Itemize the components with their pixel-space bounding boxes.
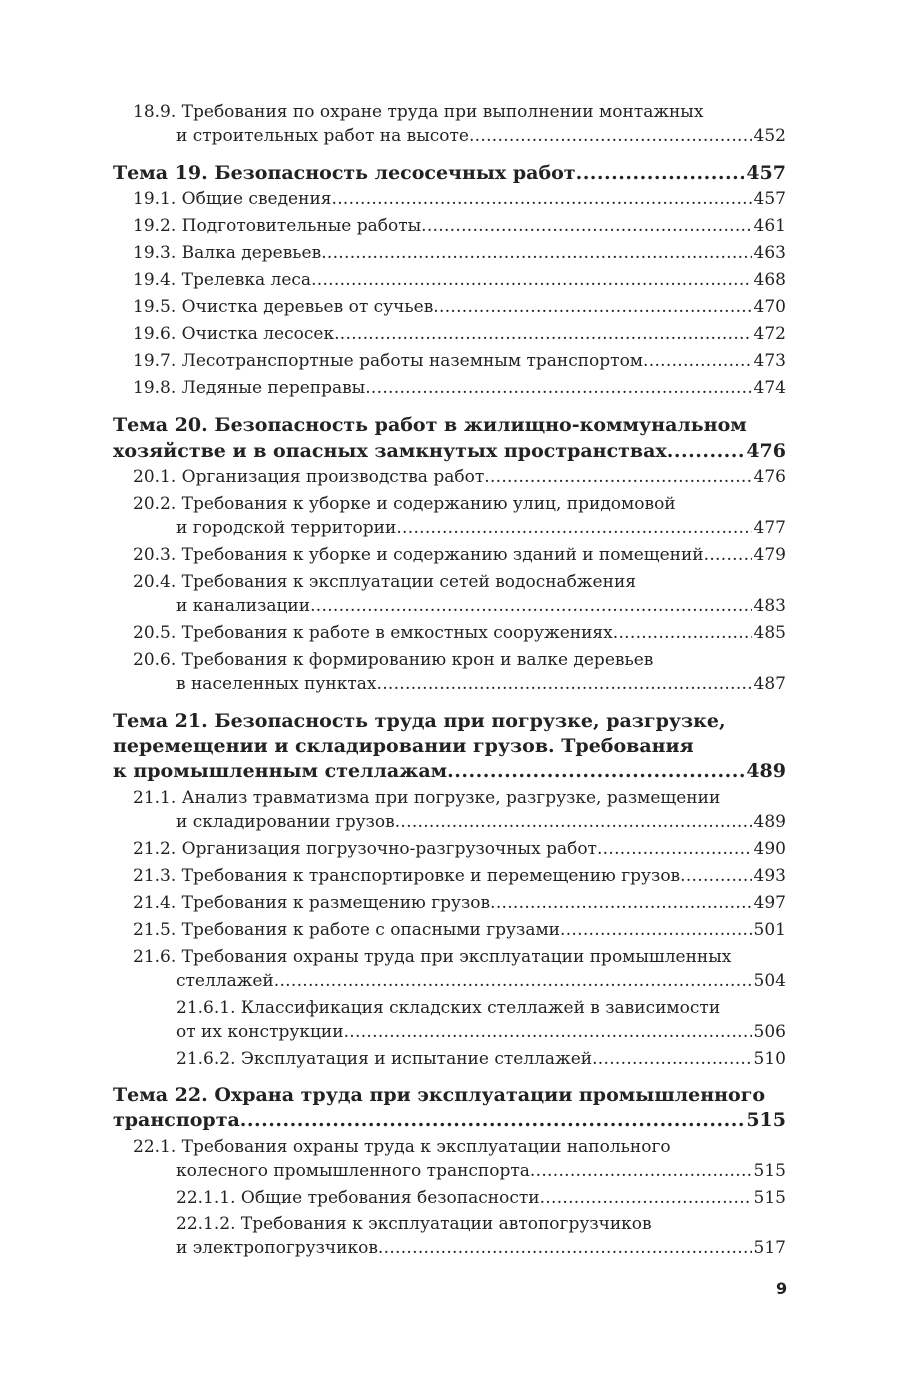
toc-page-number: 479: [753, 545, 786, 565]
toc-theme-title: транспорта: [113, 1109, 240, 1131]
toc-page-number: 473: [753, 351, 786, 371]
toc-entry: [133, 866, 786, 886]
toc-entry-text: 21.6.1. Классификация складских стеллажей в зависимости: [176, 998, 721, 1018]
toc-page-number: 497: [753, 893, 786, 913]
toc-entry-title: 20.1. Организация производства работ: [133, 467, 485, 487]
toc-entry: [176, 1238, 786, 1258]
toc-entry-title: 19.1. Общие сведения: [133, 189, 332, 209]
toc-page-number: 457: [753, 189, 786, 209]
toc-page-number: 476: [753, 467, 786, 487]
toc-page-number: 515: [753, 1188, 786, 1208]
toc-page-number: 489: [753, 812, 786, 832]
toc-entry-title: и городской территории: [176, 518, 397, 538]
toc-theme-title: перемещении и складировании грузов. Требования: [113, 735, 694, 757]
toc-page-number: 461: [753, 216, 786, 236]
toc-entry-text: 22.1. Требования охраны труда к эксплуатации напольного: [133, 1137, 671, 1157]
toc-page-number: 504: [753, 971, 786, 991]
toc-entry-text: 22.1.2. Требования к эксплуатации автопогрузчиков: [176, 1214, 652, 1234]
toc-page-number: 477: [753, 518, 786, 538]
toc-entry-title: 20.3. Требования к уборке и содержанию зданий и помещений: [133, 545, 704, 565]
toc-page-number: 472: [753, 324, 786, 344]
toc-entry-text: 18.9. Требования по охране труда при выполнении монтажных: [133, 102, 704, 122]
toc-entry-text: 20.4. Требования к эксплуатации сетей водоснабжения: [133, 572, 637, 592]
toc-theme-title: хозяйстве и в опасных замкнутых пространствах: [113, 440, 667, 462]
toc-entry: [133, 297, 786, 317]
toc-page-number: 463: [753, 243, 786, 263]
toc-entry: [176, 971, 786, 991]
toc-page-number: 468: [753, 270, 786, 290]
toc-page-number: 501: [753, 920, 786, 940]
toc-entry: [133, 623, 786, 643]
toc-entry-title: и электропогрузчиков: [176, 1238, 378, 1258]
toc-theme-entry: [113, 1109, 786, 1131]
toc-entry: [133, 189, 786, 209]
toc-theme-title: Тема 22. Охрана труда при эксплуатации промышленного: [113, 1084, 766, 1106]
toc-page-number: 515: [753, 1161, 786, 1181]
toc-page-number: 487: [753, 674, 786, 694]
toc-entry-title: 21.5. Требования к работе с опасными грузами: [133, 920, 561, 940]
toc-page-number: 517: [753, 1238, 786, 1258]
toc-theme-entry: [113, 440, 786, 462]
toc-entry-title: 21.3. Требования к транспортировке и перемещению грузов: [133, 866, 681, 886]
toc-entry-title: 19.5. Очистка деревьев от сучьев: [133, 297, 434, 317]
toc-entry: [133, 839, 786, 859]
toc-entry-title: колесного промышленного транспорта: [176, 1161, 530, 1181]
toc-entry-title: 19.7. Лесотранспортные работы наземным транспортом: [133, 351, 644, 371]
toc-entry-title: от их конструкции: [176, 1022, 344, 1042]
toc-entry-title: и строительных работ на высоте: [176, 126, 469, 146]
toc-page-number: 515: [746, 1109, 786, 1131]
toc-entry-text: 21.1. Анализ травматизма при погрузке, разгрузке, размещении: [133, 788, 721, 808]
toc-entry: [133, 920, 786, 940]
toc-entry-title: стеллажей: [176, 971, 274, 991]
toc-theme-title: к промышленным стеллажам: [113, 760, 448, 782]
toc-entry-title: 19.4. Трелевка леса: [133, 270, 312, 290]
toc-entry: [176, 596, 786, 616]
toc-entry-title: 21.2. Организация погрузочно-разгрузочных работ: [133, 839, 597, 859]
toc-theme-title: Тема 21. Безопасность труда при погрузке, разгрузке,: [113, 710, 726, 732]
toc-theme-title: Тема 20. Безопасность работ в жилищно-коммунальном: [113, 414, 747, 436]
toc-entry: [133, 378, 786, 398]
toc-entry: [176, 126, 786, 146]
toc-entry-text: 20.6. Требования к формированию крон и валке деревьев: [133, 650, 654, 670]
toc-entry-title: 21.4. Требования к размещению грузов: [133, 893, 491, 913]
toc-page-number: 490: [753, 839, 786, 859]
toc-entry-title: 22.1.1. Общие требования безопасности: [176, 1188, 540, 1208]
toc-page-number: 485: [753, 623, 786, 643]
toc-entry: [133, 545, 786, 565]
toc-entry: [133, 467, 786, 487]
toc-page-number: 476: [746, 440, 786, 462]
toc-entry: [133, 351, 786, 371]
toc-entry-title: 19.6. Очистка лесосек: [133, 324, 335, 344]
toc-entry: [176, 1188, 786, 1208]
toc-theme-title: Тема 19. Безопасность лесосечных работ: [113, 162, 576, 184]
toc-page-number: 493: [753, 866, 786, 886]
toc-entry: [133, 893, 786, 913]
toc-entry: [133, 324, 786, 344]
toc-entry: [176, 812, 786, 832]
page-number: 9: [776, 1279, 788, 1298]
toc-entry-title: 20.5. Требования к работе в емкостных сооружениях: [133, 623, 613, 643]
toc-entry-title: и канализации: [176, 596, 311, 616]
toc-page-number: 510: [753, 1049, 786, 1069]
toc-entry-title: 19.2. Подготовительные работы: [133, 216, 422, 236]
toc-entry-text: 20.2. Требования к уборке и содержанию улиц, придомовой: [133, 494, 676, 514]
toc-page-number: 506: [753, 1022, 786, 1042]
toc-theme-entry: [113, 760, 786, 782]
toc-entry: [176, 1161, 786, 1181]
toc-entry-title: 21.6.2. Эксплуатация и испытание стеллажей: [176, 1049, 593, 1069]
toc-entry-title: в населенных пунктах: [176, 674, 377, 694]
toc-entry: [133, 216, 786, 236]
toc-entry-title: 19.8. Ледяные переправы: [133, 378, 366, 398]
toc-entry-title: 19.3. Валка деревьев: [133, 243, 322, 263]
toc-page-number: 489: [746, 760, 786, 782]
toc-entry-text: 21.6. Требования охраны труда при эксплуатации промышленных: [133, 947, 732, 967]
toc-entry: [133, 270, 786, 290]
toc-entry: [176, 1022, 786, 1042]
toc-entry: [133, 243, 786, 263]
toc-page-number: 470: [753, 297, 786, 317]
toc-entry: [176, 1049, 786, 1069]
toc-entry-title: и складировании грузов: [176, 812, 395, 832]
toc-page-number: 474: [753, 378, 786, 398]
toc-page-number: 452: [753, 126, 786, 146]
toc-entry: [176, 674, 786, 694]
toc-theme-entry: [113, 162, 786, 184]
toc-page-number: 457: [746, 162, 786, 184]
toc-page-number: 483: [753, 596, 786, 616]
toc-entry: [176, 518, 786, 538]
